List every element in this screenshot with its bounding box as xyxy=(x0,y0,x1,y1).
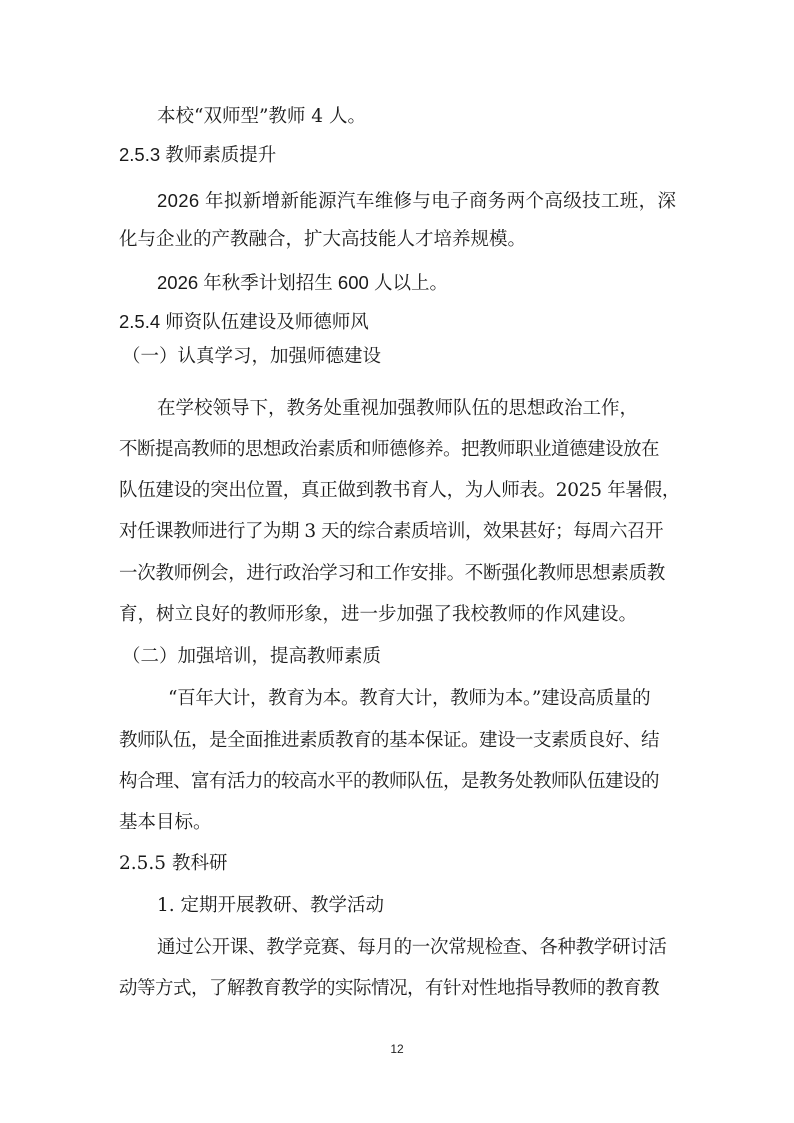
paragraph-line: 本校“双师型”教师 4 人。 xyxy=(157,106,366,127)
paragraph-line: 在学校领导下，教务处重视加强教师队伍的思想政治工作， xyxy=(157,398,639,419)
paragraph-line: “百年大计，教育为本。教育大计，教师为本。”建设高质量的 xyxy=(168,688,651,709)
paragraph-line: 化与企业的产教融合，扩大高技能人才培养规模。 xyxy=(119,229,527,250)
paragraph-line: 队伍建设的突出位置，真正做到教书育人，为人师表。2025 年暑假， xyxy=(119,480,681,501)
paragraph-line: 育，树立良好的教师形象，进一步加强了我校教师的作风建设。 xyxy=(119,604,638,625)
paragraph-line: 教师队伍，是全面推进素质教育的基本保证。建设一支素质良好、结 xyxy=(119,730,660,751)
paragraph-line: 基本目标。 xyxy=(119,812,212,833)
paragraph-line: 通过公开课、教学竞赛、每月的一次常规检查、各种教学研讨活 xyxy=(157,937,667,958)
section-heading-2-5-4: 2.5.4 师资队伍建设及师德师风 xyxy=(119,311,369,332)
subsection-heading-2: （二）加强培训，提高教师素质 xyxy=(122,646,382,667)
paragraph-line: 对任课教师进行了为期 3 天的综合素质培训，效果甚好；每周六召开 xyxy=(119,521,664,542)
list-item-heading: 1. 定期开展教研、教学活动 xyxy=(157,895,385,916)
paragraph-line: 2026 年秋季计划招生 600 人以上。 xyxy=(157,272,448,293)
paragraph-line: 不断提高教师的思想政治素质和师德修养。把教师职业道德建设放在 xyxy=(119,439,660,460)
paragraph-line: 动等方式，了解教育教学的实际情况，有针对性地指导教师的教育教 xyxy=(119,978,660,999)
section-heading-2-5-3: 2.5.3 教师素质提升 xyxy=(119,144,277,165)
paragraph-line: 2026 年拟新增新能源汽车维修与电子商务两个高级技工班，深 xyxy=(157,190,677,211)
subsection-heading-1: （一）认真学习，加强师德建设 xyxy=(122,346,382,367)
paragraph-line: 一次教师例会，进行政治学习和工作安排。不断强化教师思想素质教 xyxy=(119,563,666,584)
page-number: 12 xyxy=(390,1042,404,1056)
paragraph-line: 构合理、富有活力的较高水平的教师队伍，是教务处教师队伍建设的 xyxy=(119,771,660,792)
section-heading-2-5-5: 2.5.5 教科研 xyxy=(119,853,228,874)
